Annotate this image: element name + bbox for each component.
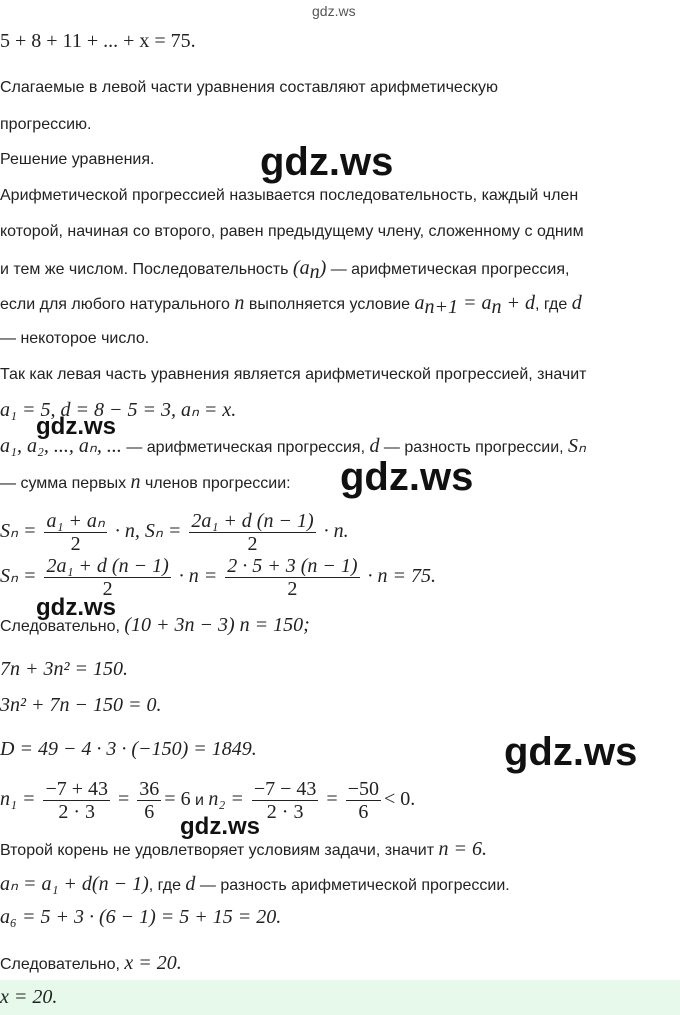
denominator: 6 [358,801,369,823]
numerator: 2a₁ + d (n − 1) [191,510,314,532]
answer-box [0,980,680,1015]
math-fragment: n₂ = [208,788,249,810]
math-subscript: n+1 [424,296,459,319]
roots-line: n₁ = $\frac{-7 + 43}{2 \cdot 3}$ = $\frac{36}{6}$ = 6 и n₂ = $\frac{-7 - 43}{2 \cdot 3}$ = $\frac{-50}{6}$ < 0. [0,778,416,823]
math-fragment: d [185,873,196,895]
math-fragment: = a [458,292,492,314]
math-fragment: (10 + 3n − 3) n = 150; [124,614,310,636]
fraction [346,778,381,823]
text-fragment: — арифметическая прогрессия, [326,261,570,278]
text-fragment: — арифметическая прогрессия, [121,439,370,456]
math-fragment: n [130,471,141,493]
text-fragment: , где [535,296,572,313]
numerator: a₁ + aₙ [46,510,105,532]
fraction [225,555,359,600]
math-fragment: Sₙ = [0,520,42,542]
math-fragment: d [369,435,380,457]
watermark: gdz.ws [36,413,117,440]
math-fragment: n₁ = [0,788,41,810]
text-fragment: , где [148,877,186,894]
math-fragment: · n = 75. [362,565,437,587]
text-fragment: и [190,792,209,809]
paragraph-line [0,838,680,862]
answer-line [0,986,680,1009]
text-fragment: и тем же числом. Последовательность [0,261,293,278]
watermark-top: gdz.ws [312,3,356,19]
math-subscript: n [491,296,502,319]
paragraph-line [0,873,680,897]
math-expression: a₆ = 5 + 3 · (6 − 1) = 5 + 15 = 20. [0,906,282,928]
math-expression: D = 49 − 4 · 3 · (−150) = 1849. [0,738,257,760]
watermark: gdz.ws [504,730,638,774]
equation-line [0,30,680,53]
math-fragment: a [414,292,425,314]
math-fragment: x = 20. [124,952,182,974]
math-fragment: < 0. [383,788,416,810]
answer-text: x = 20. [0,986,58,1008]
fraction [44,510,106,555]
paragraph-line: Так как левая часть уравнения является арифметической прогрессией, значит [0,366,587,383]
numerator: −7 − 43 [253,778,317,800]
numerator: 2a₁ + d (n − 1) [46,555,169,577]
fraction [43,778,110,823]
text-fragment: — разность арифметической прогрессии. [195,877,510,894]
text-fragment: Следовательно, [0,618,125,635]
math-fragment: Sₙ = [0,565,42,587]
math-fragment: · n = [173,565,223,587]
formula-line [0,506,680,556]
denominator: 2 [70,533,81,555]
text-fragment: Следовательно, [0,956,125,973]
math-fragment: d [571,292,582,314]
math-fragment: Sₙ [568,435,586,457]
math-line [0,658,680,681]
paragraph-line [0,292,680,318]
paragraph-line [0,952,680,976]
numerator: 2 · 5 + 3 (n − 1) [227,555,358,577]
math-fragment: · n, Sₙ = [109,520,187,542]
math-expression: 3n² + 7n − 150 = 0. [0,694,162,716]
math-fragment: + d [501,292,536,314]
math-fragment: aₙ = a₁ + d(n − 1) [0,873,149,895]
math-fragment: a₁, a₂, ..., aₙ, ... [0,435,122,457]
math-line [0,694,680,717]
paragraph-line: Слагаемые в левой части уравнения составляют арифметическую [0,79,498,96]
math-subscript: n [309,261,320,284]
paragraph-line: которой, начиная со второго, равен предыдущему члену, сложенному с одним [0,223,584,240]
math-fragment: ) [319,257,327,279]
watermark: gdz.ws [36,594,117,621]
paragraph-line: прогрессию. [0,116,92,133]
main-equation: 5 + 8 + 11 + ... + x = 75. [0,30,196,52]
denominator: 2 [247,533,258,555]
watermark: gdz.ws [180,813,261,840]
denominator: 2 [287,578,298,600]
math-expression: a₁ = 5, d = 8 − 5 = 3, aₙ = x. [0,399,237,421]
paragraph-line: Арифметической прогрессией называется последовательность, каждый член [0,187,579,204]
numerator: 36 [139,778,160,800]
numerator: −50 [347,778,379,800]
denominator: 2 · 3 [58,801,96,823]
text-fragment: членов прогрессии: [140,475,291,492]
math-fragment: n = 6. [438,838,487,860]
math-fragment: (a [292,257,310,279]
denominator: 6 [144,801,155,823]
denominator: 2 · 3 [266,801,304,823]
denominator: 2 [102,578,113,600]
math-expression: 7n + 3n² = 150. [0,658,128,680]
numerator: −7 + 43 [45,778,109,800]
watermark: gdz.ws [260,140,394,184]
math-fragment: = 6 [164,788,191,810]
paragraph-line: — некоторое число. [0,330,150,347]
text-fragment: если для любого натурального [0,296,235,313]
math-fragment: n [234,292,245,314]
fraction [252,778,319,823]
math-fragment: · n. [318,520,349,542]
text-fragment: Второй корень не удовлетворяет условиям задачи, значит [0,842,439,859]
watermark: gdz.ws [340,455,474,499]
fraction [137,778,161,823]
text-fragment: выполняется условие [244,296,415,313]
text-fragment: — сумма первых [0,475,131,492]
math-line [0,906,680,929]
paragraph-line: Решение уравнения. [0,151,155,168]
paragraph-line [0,257,680,283]
text-fragment: — разность прогрессии, [379,439,569,456]
fraction [189,510,315,555]
